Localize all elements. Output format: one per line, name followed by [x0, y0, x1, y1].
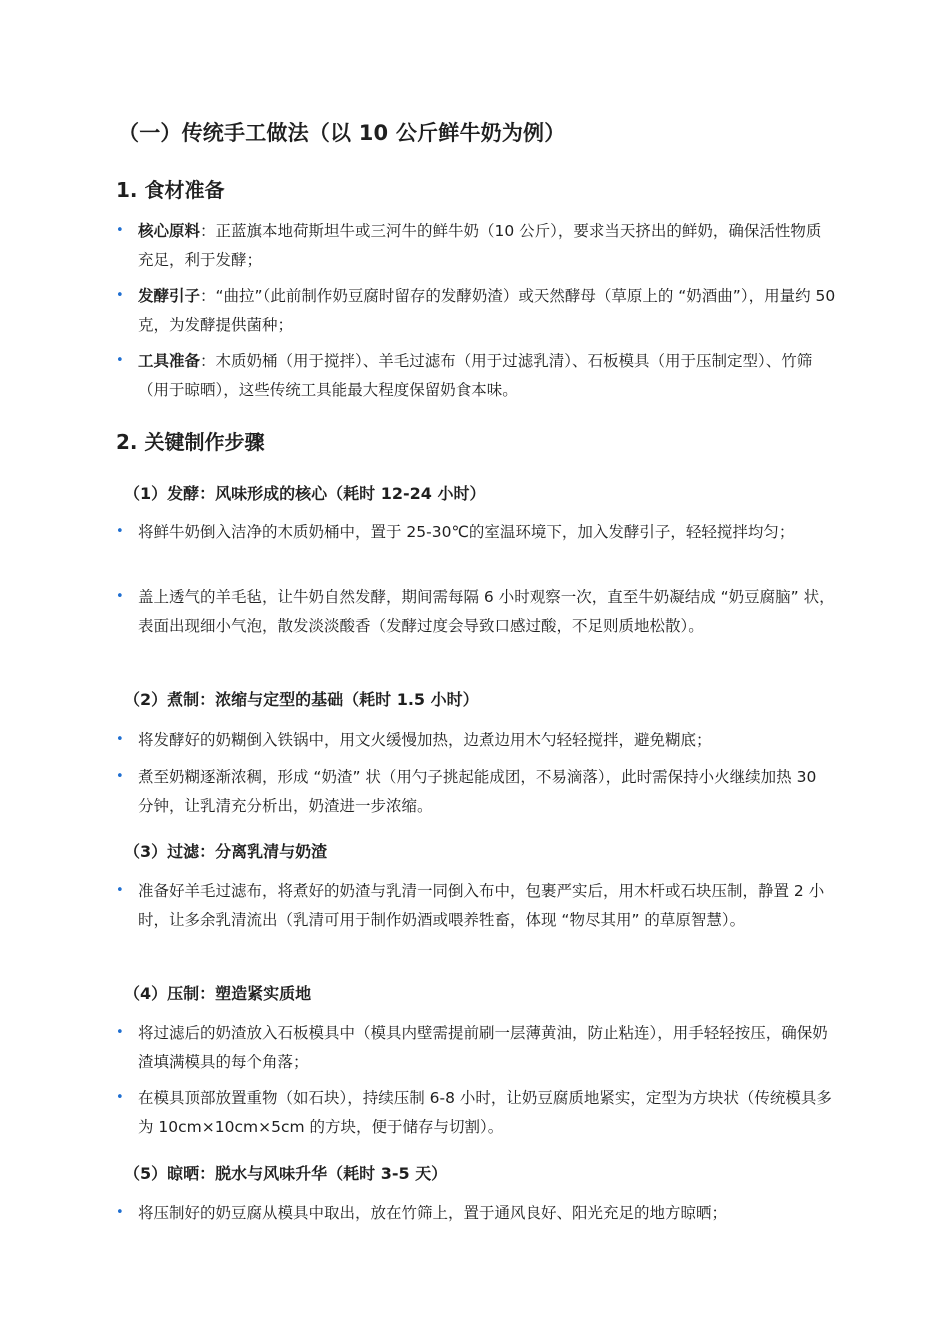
bullet-icon: • — [116, 353, 124, 368]
item-separator: ： — [200, 352, 216, 370]
list-item — [116, 1084, 836, 1141]
bullet-icon: • — [116, 732, 124, 747]
step-heading-fermentation: （1）发酵：风味形成的核心（耗时 12-24 小时） — [124, 484, 486, 503]
bullet-icon: • — [116, 769, 124, 784]
item-text: “曲拉”（此前制作奶豆腐时留存的发酵奶渣）或天然酵母（草原上的 “奶酒曲”），用量约 50 克，为发酵提供菌种； — [138, 287, 836, 334]
item-label: 工具准备 — [138, 352, 201, 370]
list-item — [116, 282, 836, 339]
page-title: （一）传统手工做法（以 10 公斤鲜牛奶为例） — [118, 121, 566, 145]
item-text: 煮至奶糊逐渐浓稠，形成 “奶渣” 状（用勺子挑起能成团，不易滴落），此时需保持小火继续加热 30 分钟，让乳清充分析出，奶渣进一步浓缩。 — [138, 768, 817, 815]
section-heading-ingredients: 1. 食材准备 — [116, 178, 225, 202]
bullet-icon: • — [116, 288, 124, 303]
bullet-icon: • — [116, 1205, 124, 1220]
bullet-icon: • — [116, 1025, 124, 1040]
list-item — [116, 347, 836, 404]
section-heading-steps: 2. 关键制作步骤 — [116, 430, 265, 454]
item-separator: ： — [200, 222, 216, 240]
bullet-icon: • — [116, 1090, 124, 1105]
bullet-icon: • — [116, 883, 124, 898]
item-text: 木质奶桶（用于搅拌）、羊毛过滤布（用于过滤乳清）、石板模具（用于压制定型）、竹筛（用于晾晒），这些传统工具能最大程度保留奶食本味。 — [138, 352, 813, 399]
bullet-icon: • — [116, 589, 124, 604]
step-heading-filtering: （3）过滤：分离乳清与奶渣 — [124, 842, 328, 861]
list-item — [116, 583, 836, 640]
step-heading-pressing: （4）压制：塑造紧实质地 — [124, 984, 312, 1003]
list-item — [116, 518, 836, 547]
bullet-icon: • — [116, 223, 124, 238]
item-text: 准备好羊毛过滤布，将煮好的奶渣与乳清一同倒入布中，包裹严实后，用木杆或石块压制，静置 2 小时，让多余乳清流出（乳清可用于制作奶酒或喂养牲畜，体现 “物尽其用” 的草原智慧）。 — [138, 882, 825, 929]
item-text: 正蓝旗本地荷斯坦牛或三河牛的鲜牛奶（10 公斤），要求当天挤出的鲜奶，确保活性物质充足，利于发酵； — [138, 222, 822, 269]
item-text: 盖上透气的羊毛毡，让牛奶自然发酵，期间需每隔 6 小时观察一次，直至牛奶凝结成 “奶豆腐脑” 状，表面出现细小气泡，散发淡淡酸香（发酵过度会导致口感过酸，不足则质地松散）。 — [138, 588, 835, 635]
item-separator: ： — [200, 287, 216, 305]
item-text: 将压制好的奶豆腐从模具中取出，放在竹筛上，置于通风良好、阳光充足的地方晾晒； — [138, 1204, 728, 1222]
list-item — [116, 877, 836, 934]
step-heading-drying: （5）晾晒：脱水与风味升华（耗时 3-5 天） — [124, 1164, 448, 1183]
item-label: 核心原料 — [138, 222, 201, 240]
item-text: 将发酵好的奶糊倒入铁锅中，用文火缓慢加热，边煮边用木勺轻轻搅拌，避免糊底； — [138, 731, 712, 749]
item-text: 将鲜牛奶倒入洁净的木质奶桶中，置于 25-30℃的室温环境下，加入发酵引子，轻轻搅拌均匀； — [138, 523, 795, 541]
list-item — [116, 217, 836, 274]
item-text: 将过滤后的奶渣放入石板模具中（模具内壁需提前刷一层薄黄油，防止粘连），用手轻轻按压，确保奶渣填满模具的每个角落； — [138, 1024, 828, 1071]
item-text: 在模具顶部放置重物（如石块），持续压制 6-8 小时，让奶豆腐质地紧实，定型为方块状（传统模具多为 10cm×10cm×5cm 的方块，便于储存与切割）。 — [138, 1089, 832, 1136]
list-item — [116, 1199, 836, 1228]
list-item — [116, 763, 836, 820]
list-item — [116, 726, 836, 755]
bullet-icon: • — [116, 524, 124, 539]
step-heading-boiling: （2）煮制：浓缩与定型的基础（耗时 1.5 小时） — [124, 690, 479, 709]
list-item — [116, 1019, 836, 1076]
item-label: 发酵引子 — [138, 287, 201, 305]
